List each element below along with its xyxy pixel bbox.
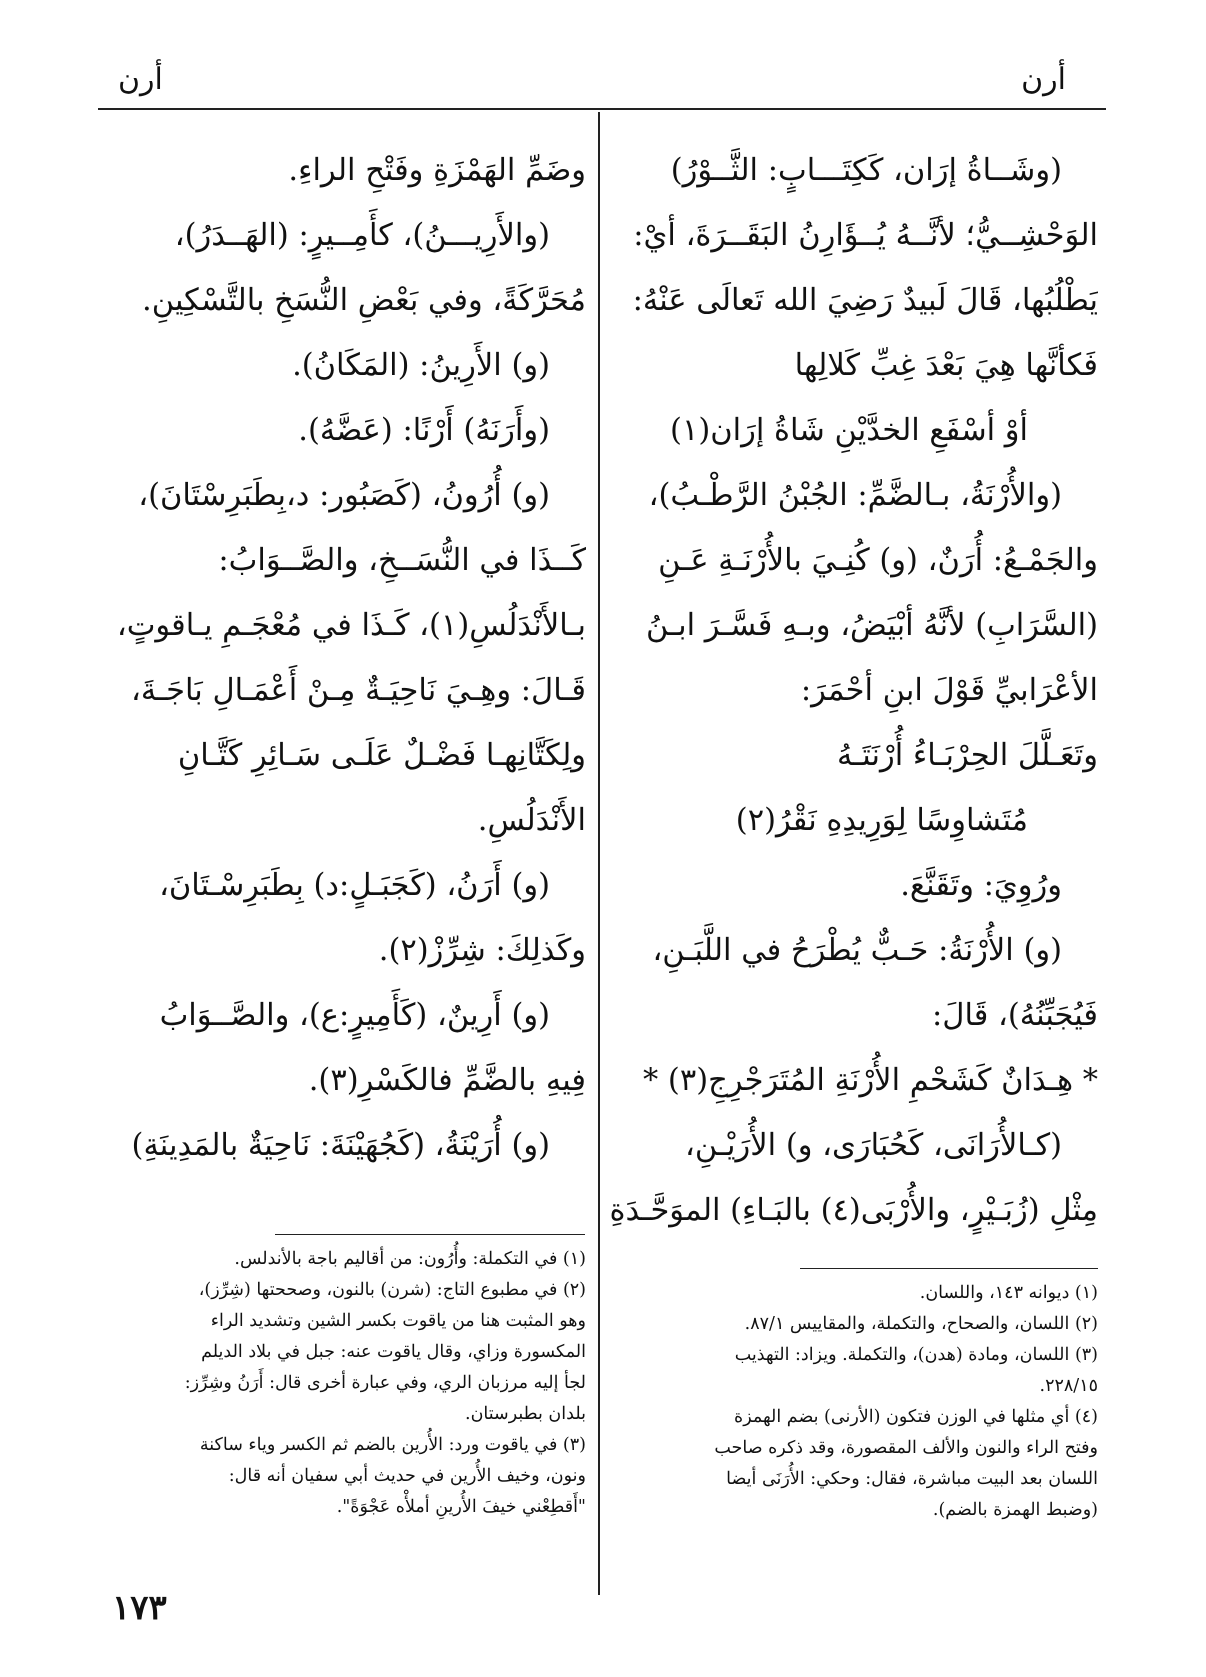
footnote: (٣) في ياقوت ورد: الأُرين بالضم ثم الكسر وياء ساكنة — [199, 1435, 586, 1455]
footnote: (١) ديوانه ١٤٣، واللسان. — [919, 1283, 1098, 1303]
body-line: (و) أُرُونُ، (كَصَبُور: د،بِطَبَرِسْتَانَ)، — [138, 478, 550, 513]
body-line: وضَمِّ الهَمْزَةِ وفَتْحِ الراءِ. — [288, 153, 586, 188]
verse-line: أوْ أسْفَعِ الخدَّيْنِ شَاةُ إرَان(١) — [670, 413, 1028, 448]
verse-line: مُتَشاوِسًا لِوَرِيدِهِ نَقْرُ(٢) — [735, 803, 1028, 838]
footnote: (٢) اللسان، والصحاح، والتكملة، والمقاييس ٨٧/١. — [744, 1314, 1098, 1334]
footnotes-right — [604, 1278, 1098, 1526]
footnote-rule-right — [800, 1268, 1098, 1269]
body-line: والجَمْـعُ: أُرَنٌ، (و) كُنِـيَ بالأُرْنَـةِ عَـنِ — [658, 543, 1098, 578]
body-line: قَـالَ: وهِـيَ نَاحِيَـةٌ مِـنْ أَعْمَـالِ بَاجَـةَ، — [131, 673, 586, 708]
body-line: (والأَرِيـــنُ)، كأَمِــيرٍ: (الهَــدَرُ)، — [174, 218, 550, 253]
body-line: (كـالأُرَانَى، كَحُبَارَى، و) الأُرَيْـنِ، — [685, 1128, 1062, 1163]
body-line: (و) أَرِينٌ، (كَأَمِيرٍ:ع)، والصَّــوَابُ — [159, 998, 550, 1033]
footnotes-left — [88, 1244, 586, 1523]
footnote: (١) في التكملة: وأُرُون: من أقاليم باجة بالأندلس. — [234, 1249, 586, 1269]
footnote: "أَقطِعْني خيفَ الأُرينِ أملأْه عَجْوَةً". — [336, 1497, 586, 1517]
body-line: (وأَرَنَهُ) أَرْنًا: (عَضَّهُ). — [298, 413, 550, 448]
footnote: بلدان بطبرستان. — [465, 1404, 586, 1424]
footnote: ونون، وخيف الأُرين في حديث أبي سفيان أنه قال: — [228, 1466, 586, 1486]
footnote: المكسورة وزاي، وقال ياقوت عنه: جبل في بلاد الديلم — [201, 1342, 586, 1362]
body-line: (و) أُرَيْنَةُ، (كَجُهَيْنَةَ: نَاحِيَةٌ بالمَدِينَةِ) — [131, 1128, 550, 1163]
body-line: (و) أَرَنُ، (كَجَبَـلٍ:د) بِطَبَرِسْـتَانَ، — [159, 868, 550, 903]
body-line: (السَّرَابِ) لأنَّهُ أبْيَضُ، وبـهِ فَسَّـرَ ابـنُ — [645, 608, 1098, 643]
footnote: اللسان بعد البيت مباشرة، فقال: وحكي: الأُرَنَى أيضا — [726, 1469, 1098, 1489]
body-line: ورُوِيَ: وتَقَنَّعَ. — [900, 868, 1062, 903]
verse-line: فَكأنَّها هِيَ بَعْدَ غِبِّ كَلالِها — [794, 348, 1098, 383]
verse-line: * هِـدَانٌ كَشَحْمِ الأُرْنَةِ المُتَرَجْرِجِ(٣) * — [642, 1063, 1098, 1098]
page-number: ١٧٣ — [112, 1588, 167, 1628]
left-column — [88, 138, 586, 1178]
footnote: (٢) في مطبوع التاج: (شرن) بالنون، وصححتها (شِرِّز)، — [198, 1280, 586, 1300]
footnote: (٣) اللسان، ومادة (هدن)، والتكملة. ويزاد: التهذيب — [734, 1345, 1098, 1365]
body-line: يَطْلُبُها، قَالَ لَبيدٌ رَضِيَ الله تَعالَى عَنْهُ: — [632, 283, 1098, 318]
body-line: فَيُجَبِّنُهُ)، قَالَ: — [932, 998, 1098, 1033]
footnote-rule-left — [275, 1234, 585, 1235]
header-rule — [98, 108, 1106, 110]
body-line: مُحَرَّكَةً، وفي بَعْضِ النُّسَخِ بالتَّسْكِينِ. — [142, 283, 586, 318]
body-line: الأعْرَابيِّ قَوْلَ ابنِ أحْمَرَ: — [800, 673, 1098, 708]
footnote: وفتح الراء والنون والألف المقصورة، وقد ذكره صاحب — [714, 1438, 1098, 1458]
body-line: (و) الأُرْنَةُ: حَـبٌّ يُطْرَحُ في اللَّبَـنِ، — [652, 933, 1062, 968]
body-line: بـالأَنْدَلُسِ(١)، كَـذَا في مُعْجَـمِ يـاقوتٍ، — [116, 608, 586, 643]
footnote: لجأ إليه مرزبان الري، وفي عبارة أخرى قال: أَرَنُ وشِرِّز: — [184, 1373, 586, 1393]
body-line: (وشَــاةُ إرَان، كَكِتَـــابٍ: الثَّــوْرُ) — [670, 153, 1062, 188]
footnote: (٤) أي مثلها في الوزن فتكون (الأرنى) بضم الهمزة — [734, 1407, 1098, 1427]
footnote: وهو المثبت هنا من ياقوت بكسر الشين وتشديد الراء — [210, 1311, 586, 1331]
body-line: وكَذلِكَ: شِرِّزْ(٢). — [378, 933, 586, 968]
body-line: ولِكَتَّانِهـا فَضْـلٌ عَلَـى سَـائِرِ كَتَّـانِ — [177, 738, 586, 773]
body-line: كَــذَا في النُّسَــخِ، والصَّــوَابُ: — [218, 543, 586, 578]
body-line: (والأُرْنَةُ، بـالضَّمِّ: الجُبْنُ الرَّطْـبُ)، — [648, 478, 1062, 513]
footnote: ٢٢٨/١٥. — [1039, 1376, 1098, 1396]
footnote: (وضبط الهمزة بالضم). — [932, 1500, 1098, 1520]
body-line: (و) الأَرِينُ: (المَكَانُ). — [292, 348, 550, 383]
body-line: مِثْلِ (زُبَـيْرٍ، والأُرْبَى(٤) بالبَـاءِ) الموَحَّـدَةِ — [609, 1193, 1098, 1228]
body-line: الأَنْدَلُسِ. — [477, 803, 586, 838]
right-column — [604, 138, 1098, 1243]
body-line: الوَحْشِــيُّ؛ لأنَّــهُ يُــؤَارِنُ البَقَــرَةَ، أيْ: — [633, 218, 1098, 253]
column-divider — [598, 112, 600, 1595]
running-head-right: أرن — [1021, 62, 1066, 97]
body-line: فِيهِ بالضَّمِّ فالكَسْرِ(٣). — [308, 1063, 586, 1098]
running-head-left: أرن — [118, 62, 163, 97]
verse-line: وتَعَـلَّلَ الحِرْبَـاءُ أُرْنَتَـهُ — [837, 738, 1098, 773]
